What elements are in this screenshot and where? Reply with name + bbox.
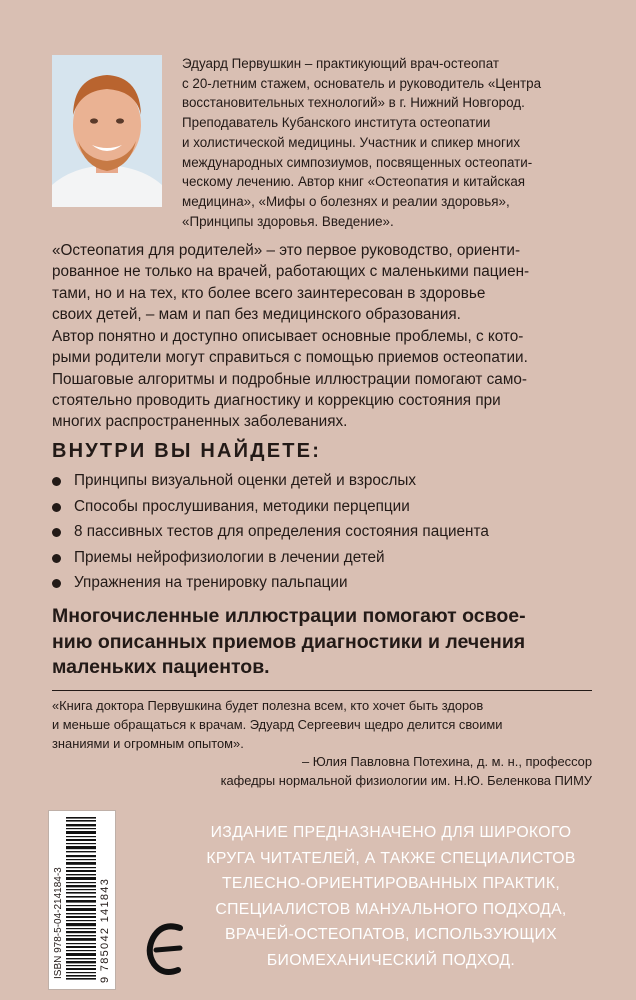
isbn-barcode	[48, 810, 116, 990]
barcode-icon	[66, 817, 96, 983]
audience-line: ВРАЧЕЙ-ОСТЕОПАТОВ, ИСПОЛЬЗУЮЩИХ	[225, 926, 557, 943]
bio-line: «Принципы здоровья. Введение».	[182, 213, 394, 229]
text-line: тами, но и на тех, кто более всего заинтересован в здоровье	[52, 284, 486, 302]
list-item-text: Приемы нейрофизиологии в лечении детей	[74, 548, 385, 566]
bio-line: медицина», «Мифы о болезнях и реалии здоровья»,	[182, 193, 510, 209]
bio-line: Преподаватель Кубанского института остеопатии	[182, 115, 491, 131]
quote-attribution	[52, 752, 592, 790]
target-audience-note	[204, 820, 578, 973]
text-line: Многочисленные иллюстрации помогают освое-	[52, 605, 526, 627]
author-bio	[182, 54, 602, 231]
text-line: Пошаговые алгоритмы и подробные иллюстрации помогают само-	[52, 370, 527, 388]
text-line: стоятельно проводить диагностику и коррекцию состояния при	[52, 391, 501, 409]
inside-list	[52, 472, 592, 600]
description-paragraph-1	[52, 240, 592, 325]
bullet-icon	[52, 528, 61, 537]
bio-line: с 20-летним стажем, основатель и руководитель «Центра	[182, 75, 542, 91]
publisher-logo	[144, 918, 190, 980]
list-item-text: Принципы визуальной оценки детей и взрослых	[74, 472, 417, 489]
audience-line: ИЗДАНИЕ ПРЕДНАЗНАЧЕНО ДЛЯ ШИРОКОГО	[210, 824, 572, 841]
attribution-line: кафедры нормальной физиологии им. Н.Ю. Беленкова ПИМУ	[220, 773, 592, 788]
barcode-digits: 9 785042 141843	[99, 877, 111, 983]
bullet-icon	[52, 554, 61, 563]
isbn-label: ISBN 978-5-04-214184-3	[53, 867, 64, 979]
author-photo	[52, 55, 162, 207]
inside-section-title: ВНУТРИ ВЫ НАЙДЕТЕ:	[52, 440, 322, 462]
audience-line: КРУГА ЧИТАТЕЛЕЙ, А ТАКЖЕ СПЕЦИАЛИСТОВ	[206, 849, 576, 867]
text-line: маленьких пациентов.	[52, 656, 270, 678]
list-item	[52, 574, 592, 600]
text-line: «Остеопатия для родителей» – это первое руководство, ориенти-	[52, 242, 521, 259]
text-line: своих детей, – мам и пап без медицинского образования.	[52, 305, 461, 323]
quote-line: знаниями и огромным опытом».	[52, 736, 244, 751]
list-item-text: Способы прослушивания, методики перцепции	[74, 497, 410, 515]
text-line: многих распространенных заболеваниях.	[52, 413, 348, 431]
text-line: нию описанных приемов диагностики и лечения	[52, 630, 526, 653]
list-item-text: Упражнения на тренировку пальпации	[74, 574, 348, 591]
list-item	[52, 472, 592, 498]
bio-line: международных симпозиумов, посвященных остеопати-	[182, 154, 533, 170]
bio-line: Эдуард Первушкин – практикующий врач-остеопат	[182, 56, 499, 71]
audience-line: СПЕЦИАЛИСТОВ МАНУАЛЬНОГО ПОДХОДА,	[215, 900, 567, 918]
audience-line: БИОМЕХАНИЧЕСКИЙ ПОДХОД.	[266, 951, 516, 969]
description-paragraph-2	[52, 326, 592, 432]
list-item	[52, 523, 592, 549]
review-quote	[52, 696, 592, 753]
illustrations-highlight	[52, 604, 592, 681]
bio-line: и холистической медицины. Участник и спикер многих	[182, 134, 521, 150]
quote-line: «Книга доктора Первушкина будет полезна всем, кто хочет быть здоров	[52, 698, 484, 713]
text-line: рыми родители могут справиться с помощью приемов остеопатии.	[52, 349, 528, 367]
text-line: Автор понятно и доступно описывает основные проблемы, с кото-	[52, 328, 524, 345]
attribution-line: – Юлия Павловна Потехина, д. м. н., профессор	[302, 754, 592, 769]
publisher-logo-icon	[144, 918, 190, 980]
bullet-icon	[52, 579, 61, 588]
author-portrait-icon	[52, 55, 162, 207]
list-item	[52, 498, 592, 524]
quote-line: и меньше обращаться к врачам. Эдуард Сергеевич щедро делится своими	[52, 717, 503, 732]
list-item-text: 8 пассивных тестов для определения состояния пациента	[74, 523, 489, 540]
quote-divider	[52, 690, 592, 691]
bio-line: восстановительных технологий» в г. Нижний Новгород.	[182, 95, 525, 111]
bullet-icon	[52, 477, 61, 486]
bullet-icon	[52, 503, 61, 512]
list-item	[52, 549, 592, 575]
audience-line: ТЕЛЕСНО-ОРИЕНТИРОВАННЫХ ПРАКТИК,	[221, 875, 561, 892]
text-line: рованное не только на врачей, работающих с маленькими пациен-	[52, 263, 530, 281]
bio-line: ческому лечению. Автор книг «Остеопатия и китайская	[182, 174, 526, 190]
